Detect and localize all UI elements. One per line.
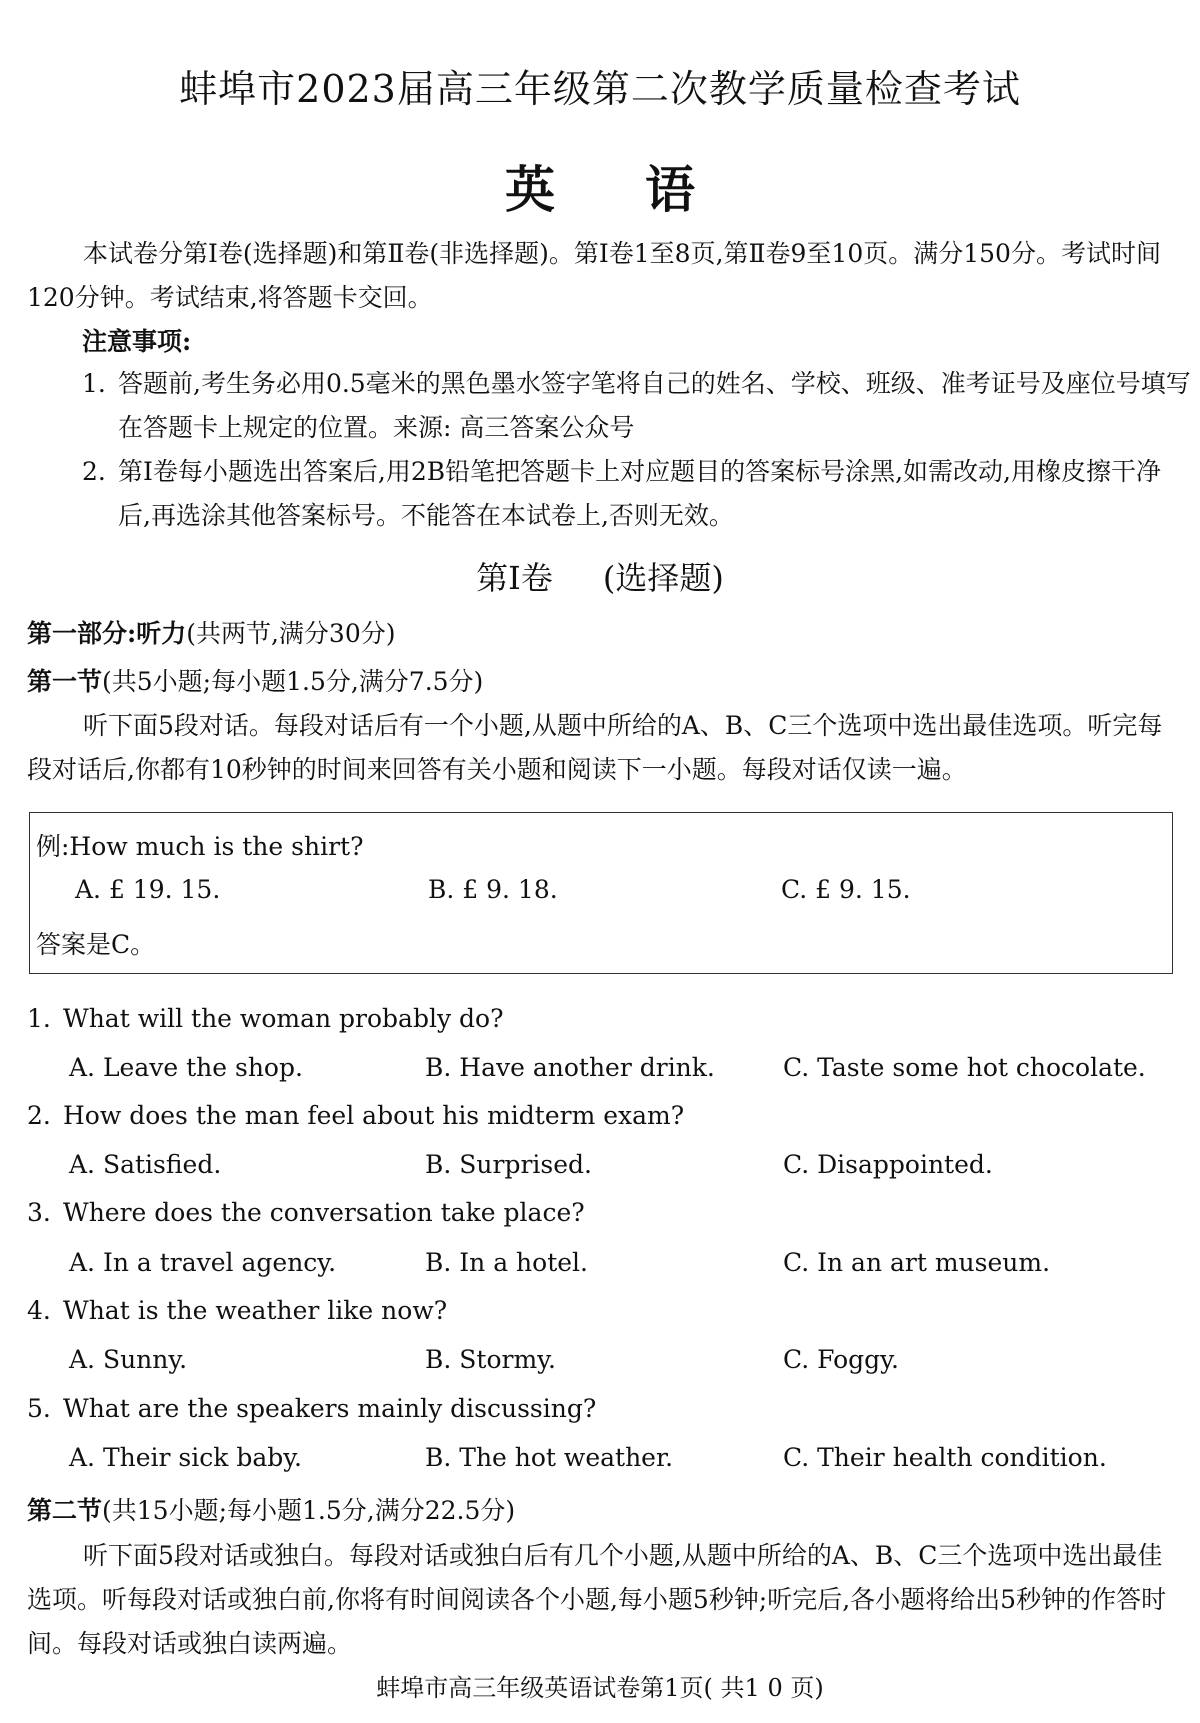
question-text: Where does the conversation take place? [63,1198,585,1227]
question-option-c: C. Disappointed. [783,1150,993,1179]
question-option-c: C. Their health condition. [783,1443,1107,1472]
part1-subtitle: (共两节,满分30分) [186,619,396,648]
section2-title: 第二节 [27,1496,103,1525]
section1-instruction: 听下面5段对话。每段对话后有一个小题,从题中所给的A、B、C三个选项中选出最佳选项。听完每段对话后,你都有10秒钟的时间来回答有关小题和阅读下一小题。每段对话仅读一遍。 [27,711,1163,784]
section1-subtitle: (共5小题;每小题1.5分,满分7.5分) [102,667,484,696]
question-option-a: A. In a travel agency. [69,1248,337,1277]
question-number: 2. [27,1101,51,1130]
question-stem [27,1296,447,1325]
question-option-a: A. Their sick baby. [69,1443,302,1472]
exam-title: 蚌埠市2023届高三年级第二次教学质量检查考试 [179,67,1021,111]
question-option-a: A. Satisfied. [69,1150,222,1179]
question-stem [27,1198,585,1227]
example-answer: 答案是C。 [36,930,156,959]
subject-title: 英语 [505,160,785,219]
question-stem [27,1004,503,1033]
question-number: 4. [27,1296,51,1325]
question-number: 5. [27,1394,51,1423]
question-option-b: B. Stormy. [425,1345,556,1374]
section2-subtitle: (共15小题;每小题1.5分,满分22.5分) [102,1496,516,1525]
example-option-c: C. £ 9. 15. [781,875,911,904]
notice-item-number: 2. [82,457,106,486]
volume-type: (选择题) [602,559,724,597]
example-option-b: B. £ 9. 18. [428,875,558,904]
question-stem [27,1101,684,1130]
question-option-a: A. Sunny. [69,1345,188,1374]
section2-instruction: 听下面5段对话或独白。每段对话或独白后有几个小题,从题中所给的A、B、C三个选项中选出最佳选项。听每段对话或独白前,你将有时间阅读各个小题,每小题5秒钟;听完后,各小题将给出5秒钟的作答时间。每段对话或独白读两遍。 [27,1541,1167,1658]
question-option-b: B. Surprised. [425,1150,592,1179]
question-option-c: C. Foggy. [783,1345,899,1374]
question-option-b: B. The hot weather. [425,1443,674,1472]
page-footer: 蚌埠市高三年级英语试卷第1页( 共1 0 页) [376,1674,824,1702]
question-text: What will the woman probably do? [63,1004,504,1033]
question-text: What is the weather like now? [63,1296,448,1325]
section1-title: 第一节 [27,667,103,696]
question-text: How does the man feel about his midterm exam? [63,1101,685,1130]
question-option-c: C. Taste some hot chocolate. [783,1053,1146,1082]
example-question: 例:How much is the shirt? [36,832,364,861]
part1-heading [27,614,396,650]
question-stem [27,1394,596,1423]
notice-item-text: 答题前,考生务必用0.5毫米的黑色墨水签字笔将自己的姓名、学校、班级、准考证号及座位号填写在答题卡上规定的位置。来源: 高三答案公众号 [118,369,1191,442]
section2-heading [27,1491,515,1527]
question-number: 1. [27,1004,51,1033]
notice-item-number: 1. [82,369,106,398]
notice-item-text: 第Ⅰ卷每小题选出答案后,用2B铅笔把答题卡上对应题目的答案标号涂黑,如需改动,用橡皮擦干净后,再选涂其他答案标号。不能答在本试卷上,否则无效。 [118,457,1161,530]
section1-heading [27,662,483,698]
question-option-b: B. In a hotel. [425,1248,588,1277]
example-option-a: A. £ 19. 15. [75,875,221,904]
notice-item [82,362,1192,450]
example-box [29,812,1173,974]
question-text: What are the speakers mainly discussing? [63,1394,597,1423]
notice-title: 注意事项: [82,327,192,356]
question-option-b: B. Have another drink. [425,1053,715,1082]
part1-title: 第一部分:听力 [27,619,187,648]
notice-item [82,450,1192,538]
volume-label: 第Ⅰ卷 [476,559,553,597]
volume-title [0,553,1200,599]
question-option-c: C. In an art museum. [783,1248,1051,1277]
intro-paragraph: 本试卷分第Ⅰ卷(选择题)和第Ⅱ卷(非选择题)。第Ⅰ卷1至8页,第Ⅱ卷9至10页。满分150分。考试时间120分钟。考试结束,将答题卡交回。 [27,239,1161,312]
question-option-a: A. Leave the shop. [69,1053,303,1082]
question-number: 3. [27,1198,51,1227]
